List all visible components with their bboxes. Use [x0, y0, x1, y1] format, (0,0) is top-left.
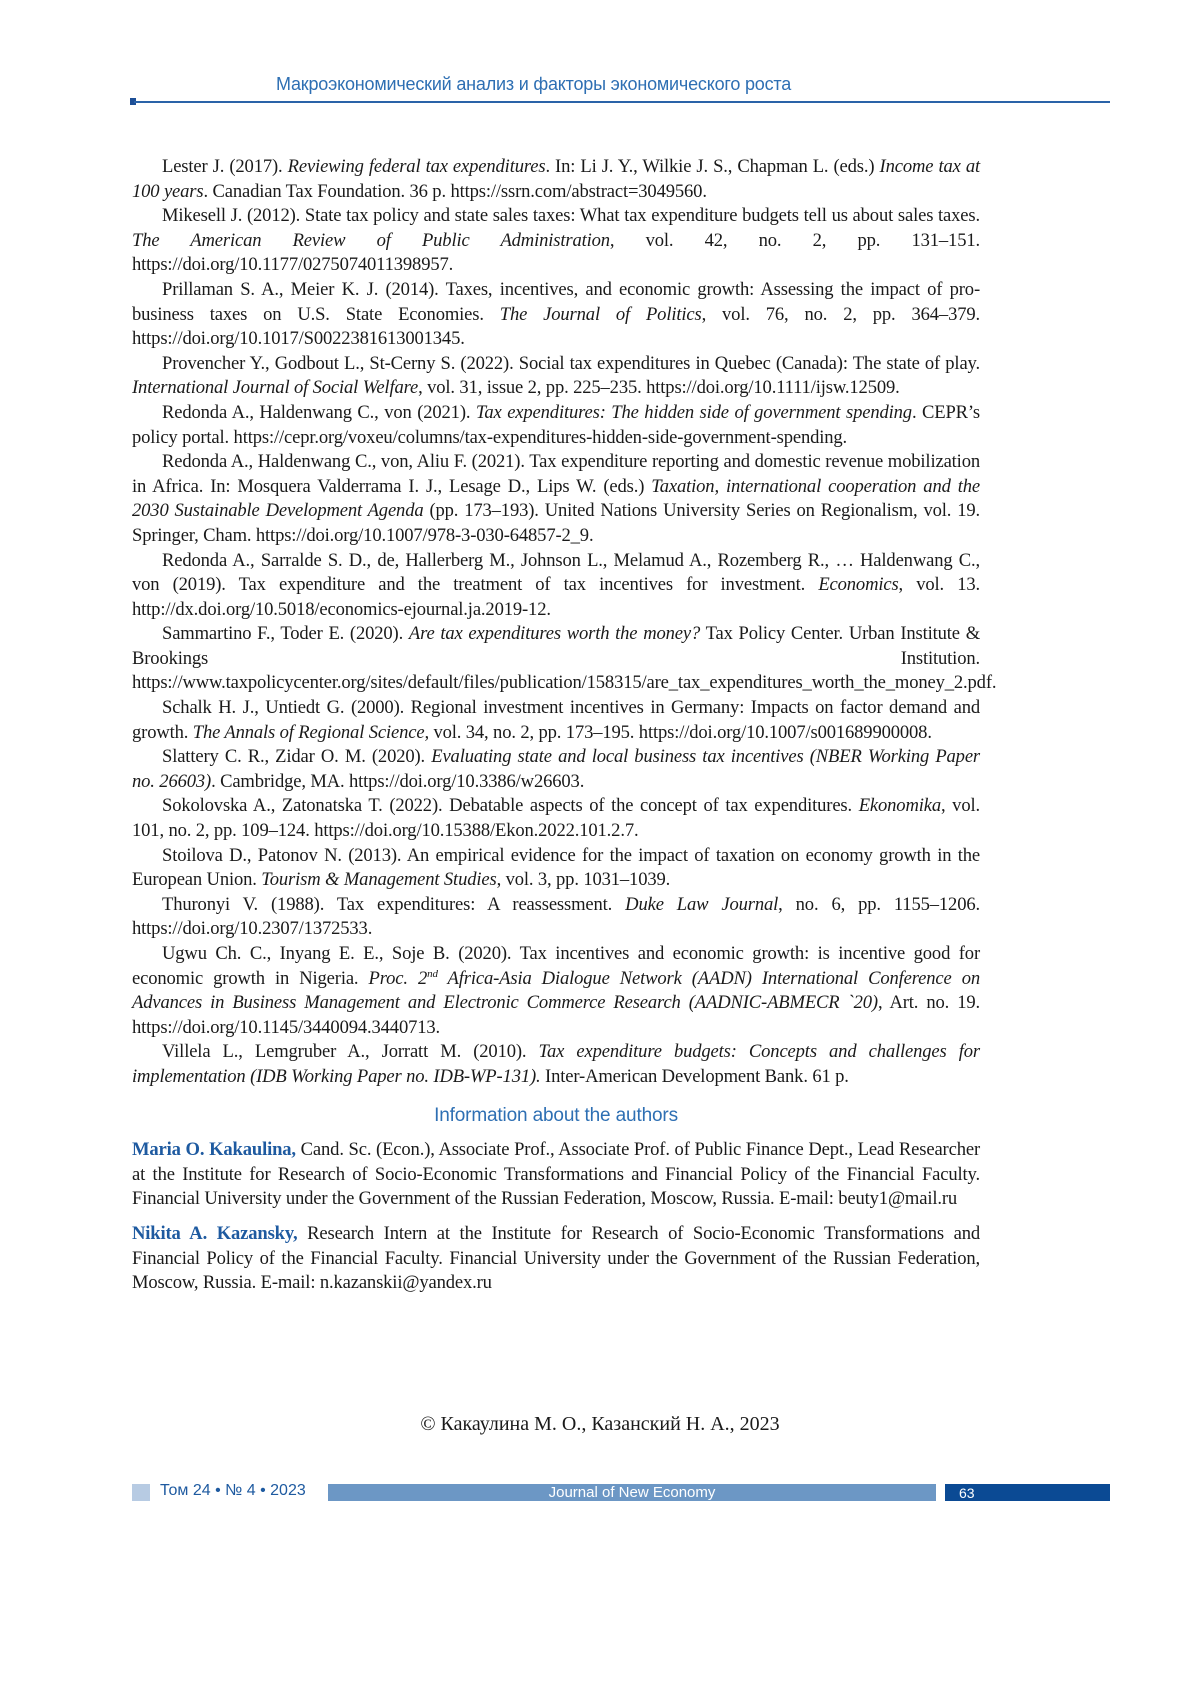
- reference-text: Schalk H. J., Untiedt G. (2000). Regional investment incentives in Germany: Impacts on factor demand and growth.: [132, 697, 980, 743]
- reference-text: Provencher Y., Godbout L., St-Cerny S. (2022). Social tax expenditures in Quebec (Canada): The state of play.: [162, 352, 980, 374]
- reference-text: , vol. 76, no. 2, pp. 364–379. https://doi.org/10.1017/S0022381613001345.: [132, 303, 981, 350]
- reference-text: , vol. 31, issue 2, pp. 225–235. https://doi.org/10.1111/ijsw.12509.: [418, 377, 900, 399]
- author-name: Maria O. Kakaulina,: [132, 1139, 296, 1161]
- reference-text: , vol. 101, no. 2, pp. 109–124. https://doi.org/10.15388/Ekon.2022.101.2.7.: [132, 795, 980, 842]
- reference-text: Stoilova D., Patonov N. (2013). An empirical evidence for the impact of taxation on economy growth in the European Union.: [132, 844, 980, 891]
- reference-item: [132, 893, 980, 942]
- reference-text: Mikesell J. (2012). State tax policy and state sales taxes: What tax expenditure budgets tell us about sales taxes.: [162, 205, 980, 227]
- reference-text: Redonda A., Haldenwang C., von, Aliu F. (2021). Tax expenditure reporting and domestic revenue mobilization in Africa. In: Mosquera Valderrama I. J., Lesage D., Lips W. (eds.): [132, 451, 980, 497]
- reference-italic-text: Income tax at 100 years: [132, 156, 981, 202]
- reference-text: Tax Policy Center. Urban Institute & Brookings Institution. https://www.taxpolicycenter.org/sites/default/files/publication/158315/are_tax_expenditures_worth_the_money_2.pdf.: [132, 623, 997, 694]
- footer-square: [132, 1484, 150, 1501]
- reference-list: [132, 155, 997, 1090]
- page-body: [132, 155, 997, 1306]
- reference-italic-text: Proc. 2: [368, 967, 428, 989]
- reference-text: Redonda A., Sarralde S. D., de, Hallerberg M., Johnson L., Melamud A., Rozemberg R., … Haldenwang C., von (2019). Tax expenditure and the treatment of tax incentives for investment.: [132, 549, 980, 596]
- reference-text: , vol. 3, pp. 1031–1039.: [496, 869, 671, 891]
- reference-item: [132, 401, 980, 450]
- reference-item: [132, 794, 980, 843]
- reference-italic-text: Tourism & Management Studies: [261, 869, 497, 891]
- reference-text: Villela L., Lemgruber A., Jorratt M. (2010).: [162, 1041, 539, 1063]
- reference-text: (pp. 173–193). United Nations University Series on Regionalism, vol. 19. Springer, Cham. https://doi.org/10.1007/978-3-030-64857-2_9.: [132, 500, 981, 546]
- header-rule: [134, 101, 1110, 103]
- reference-text: . Cambridge, MA. https://doi.org/10.3386/w26603.: [211, 770, 585, 792]
- reference-item: [132, 1040, 980, 1089]
- reference-italic-text: Ekonomika: [858, 795, 941, 817]
- reference-italic-text: Tax expenditures: The hidden side of government spending: [475, 401, 912, 423]
- reference-item: [132, 942, 980, 1040]
- author-details: Cand. Sc. (Econ.), Associate Prof., Associate Prof. of Public Finance Dept., Lead Researcher at the Institute for Research of Socio-Economic Transformations and Financial Policy of the Financial Faculty. Financial University under the Government of the Russian Federation, Moscow, Russia. E-mail: beuty1@mail.ru: [132, 1139, 980, 1210]
- reference-italic-text: Africa-Asia Dialogue Network (AADN) International Conference on Advances in Business Management and Electronic Commerce Research (AADNIC-ABMECR `20): [132, 967, 981, 1014]
- reference-text: vol. 34, no. 2, pp. 173–195. https://doi.org/10.1007/s001689900008.: [428, 721, 932, 743]
- footer-journal: Journal of New Economy: [328, 1484, 936, 1501]
- reference-text: , vol. 13. http://dx.doi.org/10.5018/economics-ejournal.ja.2019-12.: [132, 574, 980, 620]
- authors-heading: Information about the authors: [434, 1104, 678, 1126]
- reference-italic-text: Reviewing federal tax expenditures: [287, 156, 546, 177]
- reference-italic-text: Taxation, international cooperation and the 2030 Sustainable Development Agenda: [132, 475, 980, 522]
- author-info: [132, 1222, 980, 1296]
- reference-item: [132, 549, 980, 623]
- copyright: © Какаулина М. О., Казанский Н. А., 2023: [420, 1413, 780, 1435]
- running-header: Макроэкономический анализ и факторы экономического роста: [276, 74, 792, 94]
- reference-text: . In: Li J. Y., Wilkie J. S., Chapman L. (eds.): [545, 156, 880, 177]
- reference-italic-text: Economics: [818, 574, 899, 596]
- reference-text: Ugwu Ch. C., Inyang E. E., Soje B. (2020). Tax incentives and economic growth: is incentive good for economic growth in Nigeria.: [132, 943, 980, 989]
- reference-italic-text: Are tax expenditures worth the money?: [408, 623, 701, 645]
- reference-text: Lester J. (2017).: [162, 156, 288, 177]
- reference-italic-text: Duke Law Journal: [625, 893, 779, 915]
- reference-text: Redonda A., Haldenwang C., von (2021).: [162, 401, 476, 423]
- author-details: Research Intern at the Institute for Research of Socio-Economic Transformations and Financial Policy of the Financial Faculty. Financial University under the Government of the Russian Federation, Moscow, Russia. E-mail: n.kazanskii@yandex.ru: [132, 1222, 981, 1294]
- reference-text: Slattery C. R., Zidar O. M. (2020).: [162, 746, 432, 768]
- reference-text: Sokolovska A., Zatonatska T. (2022). Debatable aspects of the concept of tax expenditures.: [162, 795, 859, 817]
- reference-italic-text: International Journal of Social Welfare: [132, 377, 419, 399]
- reference-italic-text: nd: [427, 967, 438, 980]
- author-info: [132, 1138, 980, 1212]
- reference-text: , no. 6, pp. 1155–1206. https://doi.org/10.2307/1372533.: [132, 893, 980, 940]
- footer-volume: Том 24 • № 4 • 2023: [160, 1482, 306, 1499]
- reference-item: [132, 450, 980, 548]
- author-name: Nikita A. Kazansky,: [132, 1222, 298, 1244]
- reference-text: , Art. no. 19. https://doi.org/10.1145/3440094.3440713.: [132, 992, 980, 1038]
- reference-italic-text: The Annals of Regional Science,: [192, 721, 429, 743]
- reference-italic-text: Tax expenditure budgets: Concepts and challenges for implementation (IDB Working Paper no. IDB-WP-131).: [132, 1041, 980, 1087]
- reference-text: . CEPR’s policy portal. https://cepr.org/voxeu/columns/tax-expenditures-hidden-side-government-spending.: [132, 401, 980, 448]
- reference-item: [132, 844, 980, 893]
- reference-text: , vol. 42, no. 2, pp. 131–151. https://doi.org/10.1177/0275074011398957.: [132, 229, 980, 276]
- reference-item: [132, 155, 980, 204]
- reference-text: Prillaman S. A., Meier K. J. (2014). Taxes, incentives, and economic growth: Assessing the impact of pro-business taxes on U.S. State Economies.: [132, 278, 980, 325]
- reference-italic-text: Evaluating state and local business tax incentives (NBER Working Paper no. 26603): [132, 746, 981, 792]
- reference-italic-text: The Journal of Politics: [499, 303, 702, 325]
- reference-item: [132, 278, 980, 352]
- reference-item: [132, 352, 980, 401]
- reference-text: Thuronyi V. (1988). Tax expenditures: A reassessment.: [162, 893, 626, 915]
- page-number: 63: [959, 1485, 975, 1501]
- reference-item: [132, 204, 980, 278]
- reference-item: [132, 696, 980, 745]
- reference-italic-text: The American Review of Public Administration: [132, 229, 610, 251]
- reference-text: Sammartino F., Toder E. (2020).: [162, 623, 409, 645]
- reference-text: Inter-American Development Bank. 61 p.: [540, 1065, 849, 1087]
- footer-page-number-box: [945, 1484, 1110, 1501]
- reference-item: [132, 745, 980, 794]
- reference-item: [132, 622, 997, 696]
- reference-text: . Canadian Tax Foundation. 36 p. https://ssrn.com/abstract=3049560.: [203, 180, 707, 202]
